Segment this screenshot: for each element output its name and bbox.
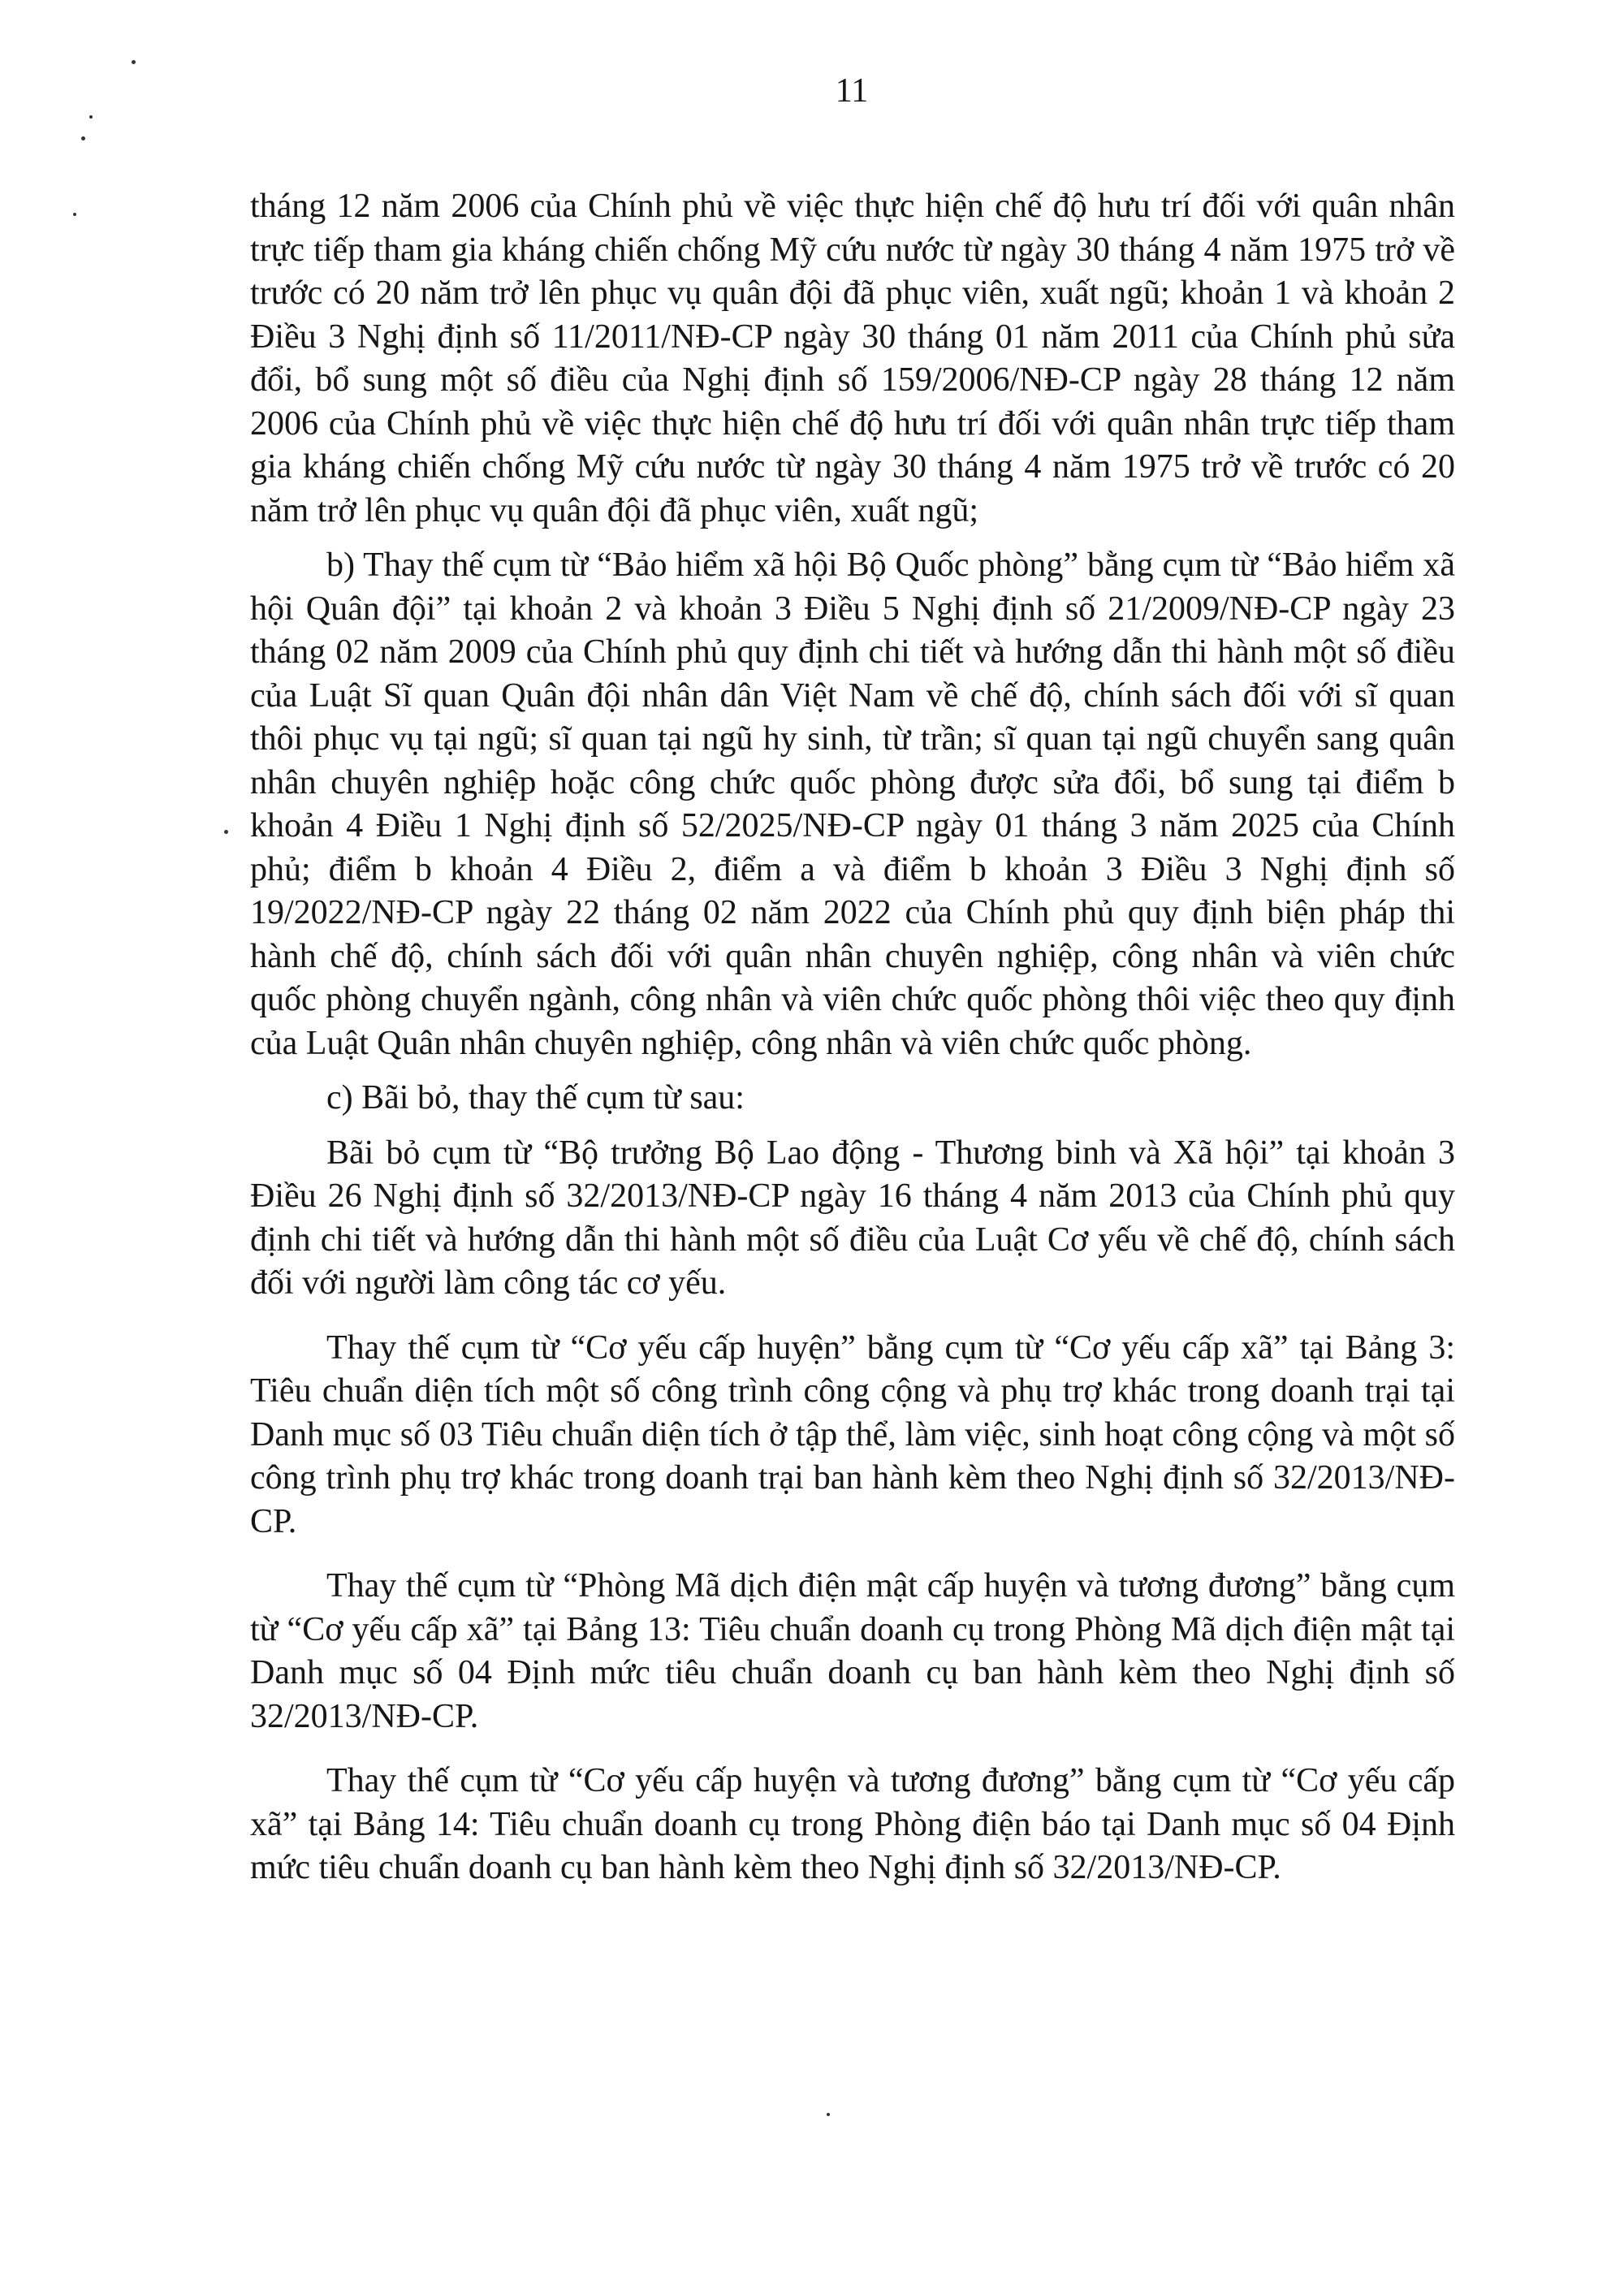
paragraph-replace-table-3: Thay thế cụm từ “Cơ yếu cấp huyện” bằng cụm từ “Cơ yếu cấp xã” tại Bảng 3: Tiêu chuẩn diện tích một số công trình công cộng và phụ trợ khác trong doanh trại tại Danh mục số 03 Tiêu chuẩn diện tích ở tập thể, làm việc, sinh hoạt công cộng và một số công trình phụ trợ khác trong doanh trại ban hành kèm theo Nghị định số 32/2013/NĐ-CP. [250, 1328, 1455, 1540]
scan-speck [81, 136, 85, 140]
page-number: 11 [835, 72, 869, 110]
paragraph-replace-table-13: Thay thế cụm từ “Phòng Mã dịch điện mật cấp huyện và tương đương” bằng cụm từ “Cơ yếu cấp xã” tại Bảng 13: Tiêu chuẩn doanh cụ trong Phòng Mã dịch điện mật tại Danh mục số 04 Định mức tiêu chuẩn doanh cụ ban hành kèm theo Nghị định số 32/2013/NĐ-CP. [250, 1567, 1455, 1735]
scan-speck [132, 60, 136, 64]
scan-speck [224, 830, 228, 834]
paragraph-continuation: tháng 12 năm 2006 của Chính phủ về việc thực hiện chế độ hưu trí đối với quân nhân trực tiếp tham gia kháng chiến chống Mỹ cứu nước từ ngày 30 tháng 4 năm 1975 trở về trước có 20 năm trở lên phục vụ quân đội đã phục viên, xuất ngũ; khoản 1 và khoản 2 Điều 3 Nghị định số 11/2011/NĐ-CP ngày 30 tháng 01 năm 2011 của Chính phủ sửa đổi, bổ sung một số điều của Nghị định số 159/2006/NĐ-CP ngày 28 tháng 12 năm 2006 của Chính phủ về việc thực hiện chế độ hưu trí đối với quân nhân trực tiếp tham gia kháng chiến chống Mỹ cứu nước từ ngày 30 tháng 4 năm 1975 trở về trước có 20 năm trở lên phục vụ quân đội đã phục viên, xuất ngũ; [250, 188, 1455, 529]
document-body [250, 185, 1455, 1902]
paragraph-repeal: Bãi bỏ cụm từ “Bộ trưởng Bộ Lao động - Thương binh và Xã hội” tại khoản 3 Điều 26 Nghị định số 32/2013/NĐ-CP ngày 16 tháng 4 năm 2013 của Chính phủ quy định chi tiết và hướng dẫn thi hành một số điều của Luật Cơ yếu về chế độ, chính sách đối với người làm công tác cơ yếu. [250, 1134, 1455, 1302]
scan-speck [827, 2113, 830, 2116]
paragraph-replace-table-14: Thay thế cụm từ “Cơ yếu cấp huyện và tương đương” bằng cụm từ “Cơ yếu cấp xã” tại Bảng 14: Tiêu chuẩn doanh cụ trong Phòng điện báo tại Danh mục số 04 Định mức tiêu chuẩn doanh cụ ban hành kèm theo Nghị định số 32/2013/NĐ-CP. [250, 1762, 1455, 1886]
paragraph-point-b: b) Thay thế cụm từ “Bảo hiểm xã hội Bộ Quốc phòng” bằng cụm từ “Bảo hiểm xã hội Quân đội” tại khoản 2 và khoản 3 Điều 5 Nghị định số 21/2009/NĐ-CP ngày 23 tháng 02 năm 2009 của Chính phủ quy định chi tiết và hướng dẫn thi hành một số điều của Luật Sĩ quan Quân đội nhân dân Việt Nam về chế độ, chính sách đối với sĩ quan thôi phục vụ tại ngũ; sĩ quan tại ngũ hy sinh, từ trần; sĩ quan tại ngũ chuyển sang quân nhân chuyên nghiệp hoặc công chức quốc phòng được sửa đổi, bổ sung tại điểm b khoản 4 Điều 1 Nghị định số 52/2025/NĐ-CP ngày 01 tháng 3 năm 2025 của Chính phủ; điểm b khoản 4 Điều 2, điểm a và điểm b khoản 3 Điều 3 Nghị định số 19/2022/NĐ-CP ngày 22 tháng 02 năm 2022 của Chính phủ quy định biện pháp thi hành chế độ, chính sách đối với quân nhân chuyên nghiệp, công nhân và viên chức quốc phòng chuyển ngành, công nhân và viên chức quốc phòng thôi việc theo quy định của Luật Quân nhân chuyên nghiệp, công nhân và viên chức quốc phòng. [250, 546, 1455, 1062]
scan-speck [89, 115, 93, 119]
scan-speck [73, 213, 76, 216]
paragraph-point-c: c) Bãi bỏ, thay thế cụm từ sau: [326, 1079, 745, 1117]
